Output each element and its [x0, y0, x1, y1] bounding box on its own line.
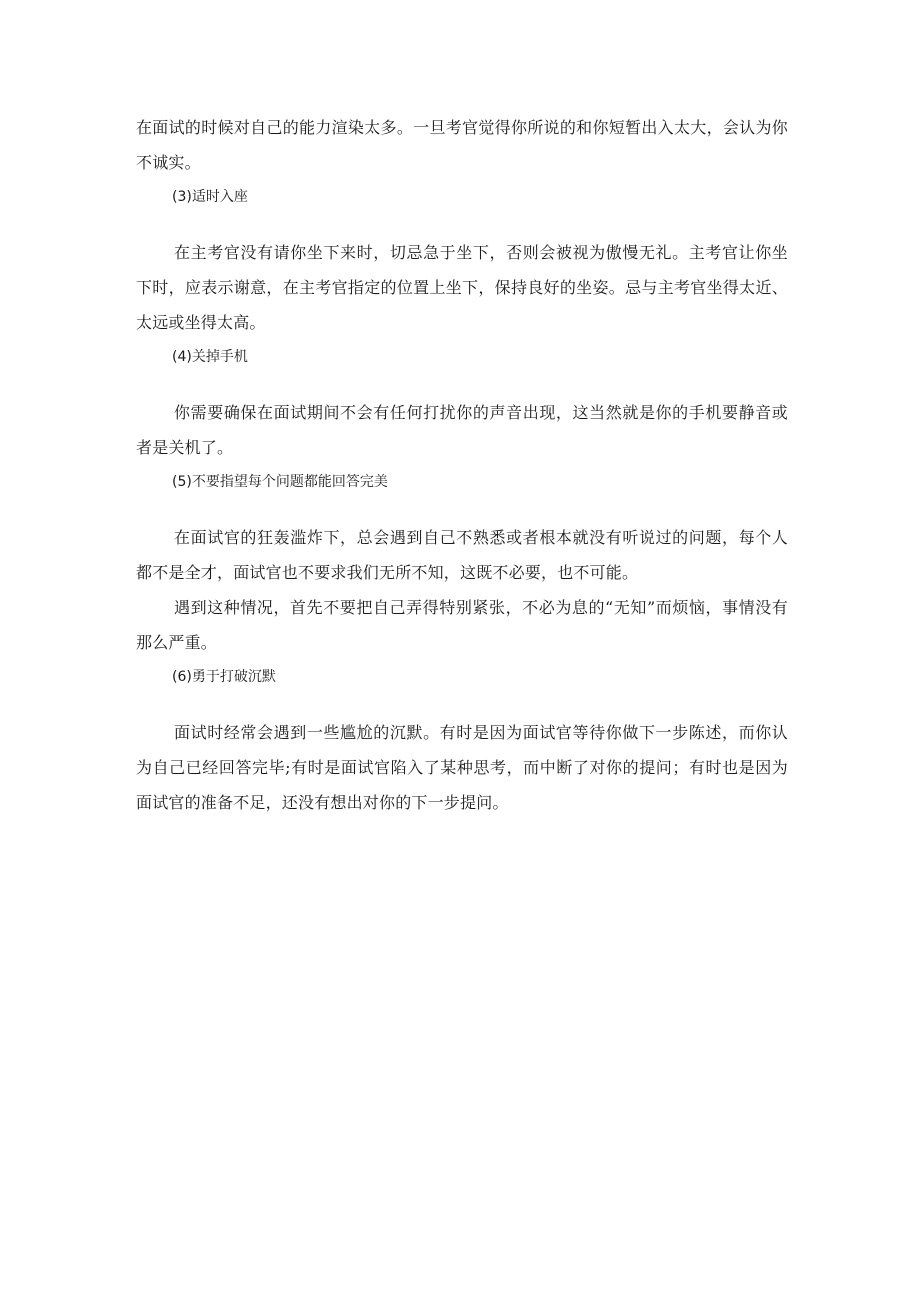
spacer [136, 215, 788, 235]
paragraph-break-silence: 面试时经常会遇到一些尴尬的沉默。有时是因为面试官等待你做下一步陈述，而你认为自己已经回答完毕;有时是面试官陷入了某种思考，而中断了对你的提问；有时也是因为面试官的准备不足，还没有想出对你的下一步提问。 [136, 723, 788, 812]
document-body [136, 110, 788, 820]
spacer [136, 500, 788, 520]
heading-break-silence: (6)勇于打破沉默 [172, 669, 276, 685]
paragraph-dont-panic: 遇到这种情况，首先不要把自己弄得特别紧张，不必为息的“无知”而烦恼，事情没有那么严重。 [136, 598, 788, 652]
paragraph-phone: 你需要确保在面试期间不会有任何打扰你的声音出现，这当然就是你的手机要静音或者是关机了。 [136, 403, 788, 457]
paragraph-perfect-answers: 在面试官的狂轰滥炸下，总会遇到自己不熟悉或者根本就没有听说过的问题，每个人都不是全才，面试官也不要求我们无所不知，这既不必要，也不可能。 [136, 528, 788, 582]
paragraph-seating: 在主考官没有请你坐下来时，切忌急于坐下，否则会被视为傲慢无礼。主考官让你坐下时，应表示谢意，在主考官指定的位置上坐下，保持良好的坐姿。忌与主考官坐得太近、太远或坐得太高。 [136, 243, 788, 332]
paragraph-continuation: 在面试的时候对自己的能力渲染太多。一旦考官觉得你所说的和你短暂出入太大，会认为你不诚实。 [136, 118, 788, 172]
spacer [136, 375, 788, 395]
spacer [136, 695, 788, 715]
heading-seating: (3)适时入座 [172, 189, 248, 205]
heading-phone: (4)关掉手机 [172, 349, 248, 365]
heading-perfect-answers: (5)不要指望每个问题都能回答完美 [172, 474, 388, 490]
